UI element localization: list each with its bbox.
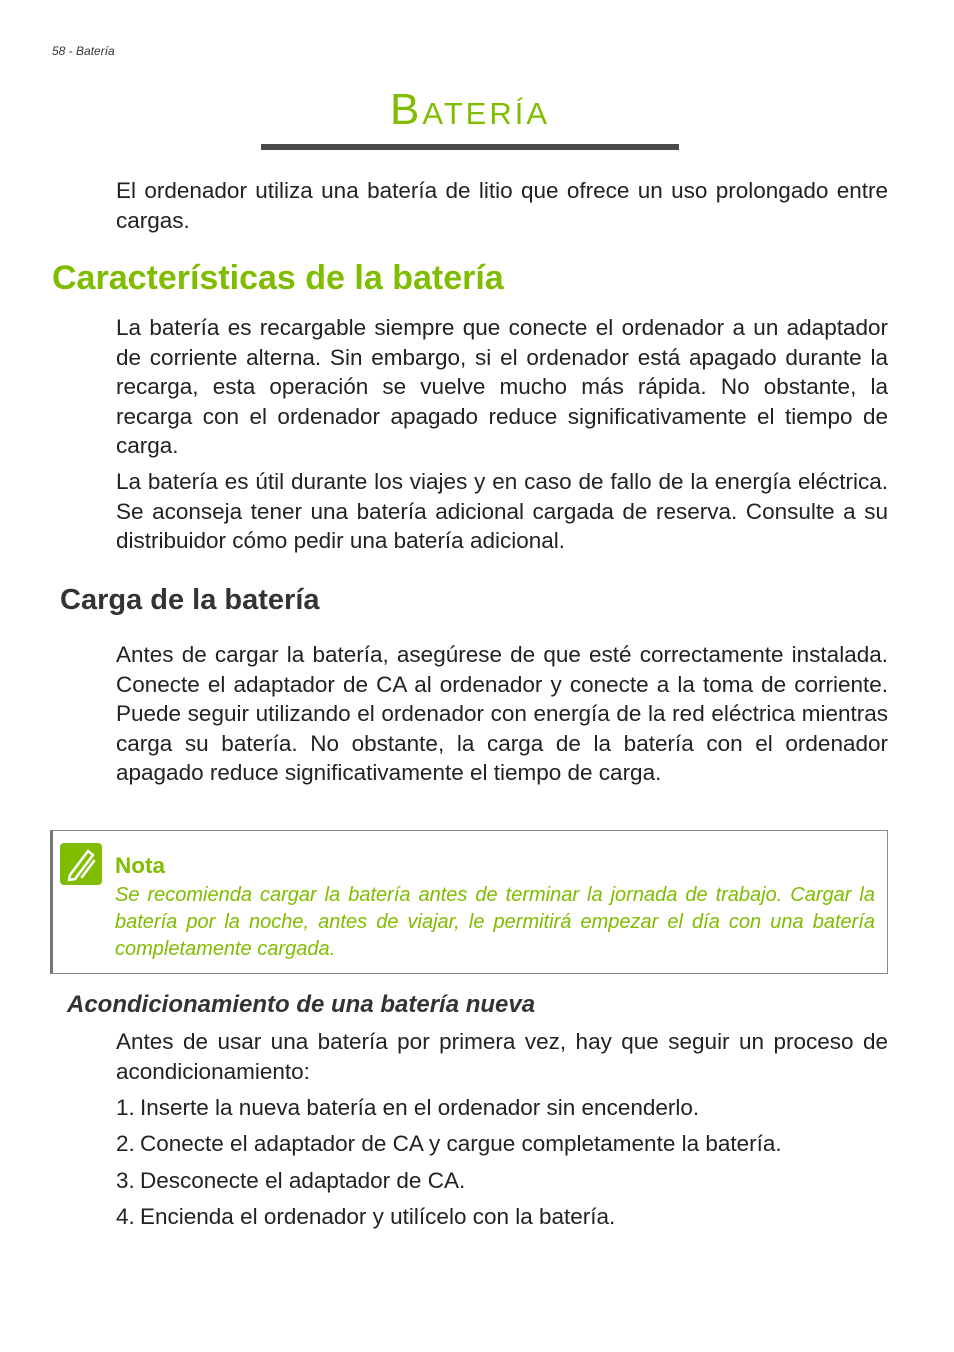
section-heading-conditioning: Acondicionamiento de una batería nueva (67, 991, 536, 1018)
page-header: 58 - Batería (52, 44, 115, 58)
conditioning-paragraph: Antes de usar una batería por primera vez, hay que seguir un proceso de acondicionamiento: (116, 1029, 888, 1084)
step-text: Encienda el ordenador y utilícelo con la batería. (140, 1204, 616, 1230)
chapter-title-rule (261, 144, 679, 150)
list-item (116, 1202, 888, 1238)
step-text: Conecte el adaptador de CA y cargue completamente la batería. (140, 1131, 782, 1157)
pencil-note-icon (60, 843, 102, 885)
step-text: Desconecte el adaptador de CA. (140, 1167, 466, 1193)
note-title: Nota (115, 853, 165, 878)
features-paragraph-2: La batería es útil durante los viajes y en caso de fallo de la energía eléctrica. Se aconseja tener una batería adicional cargada de reserva. Consulte a su distribuidor cómo pedir una batería adicional. (116, 469, 888, 554)
note-text: Se recomienda cargar la batería antes de terminar la jornada de trabajo. Cargar la batería por la noche, antes de viajar, le permitirá empezar el día con una batería completamente cargada. (115, 884, 875, 961)
step-number: 1. (116, 1095, 135, 1120)
section-heading-features: Características de la batería (52, 259, 504, 297)
step-number: 4. (116, 1204, 135, 1230)
features-paragraph-1: La batería es recargable siempre que conecte el ordenador a un adaptador de corriente alterna. Sin embargo, si el ordenador está apagado durante la recarga, esta operación se vuelve mucho más rápida. No obstante, la recarga con el ordenador apagado reduce significativamente el tiempo de carga. (116, 315, 888, 459)
list-item (116, 1129, 888, 1165)
step-text: Inserte la nueva batería en el ordenador sin encenderlo. (140, 1095, 700, 1120)
intro-paragraph: El ordenador utiliza una batería de litio que ofrece un uso prolongado entre cargas. (116, 178, 888, 233)
list-item (116, 1166, 888, 1202)
step-number: 2. (116, 1131, 135, 1157)
list-item (116, 1093, 888, 1129)
chapter-title: Batería (389, 85, 550, 134)
conditioning-steps-list (116, 1093, 888, 1239)
step-number: 3. (116, 1167, 135, 1193)
section-heading-charging: Carga de la batería (60, 584, 320, 616)
charging-paragraph: Antes de cargar la batería, asegúrese de que esté correctamente instalada. Conecte el adaptador de CA al ordenador y conecte a la toma de corriente. Puede seguir utilizando el ordenador con energía de la red eléctrica mientras carga su batería. No obstante, la carga de la batería con el ordenador apagado reduce significativamente el tiempo de carga. (116, 642, 888, 786)
